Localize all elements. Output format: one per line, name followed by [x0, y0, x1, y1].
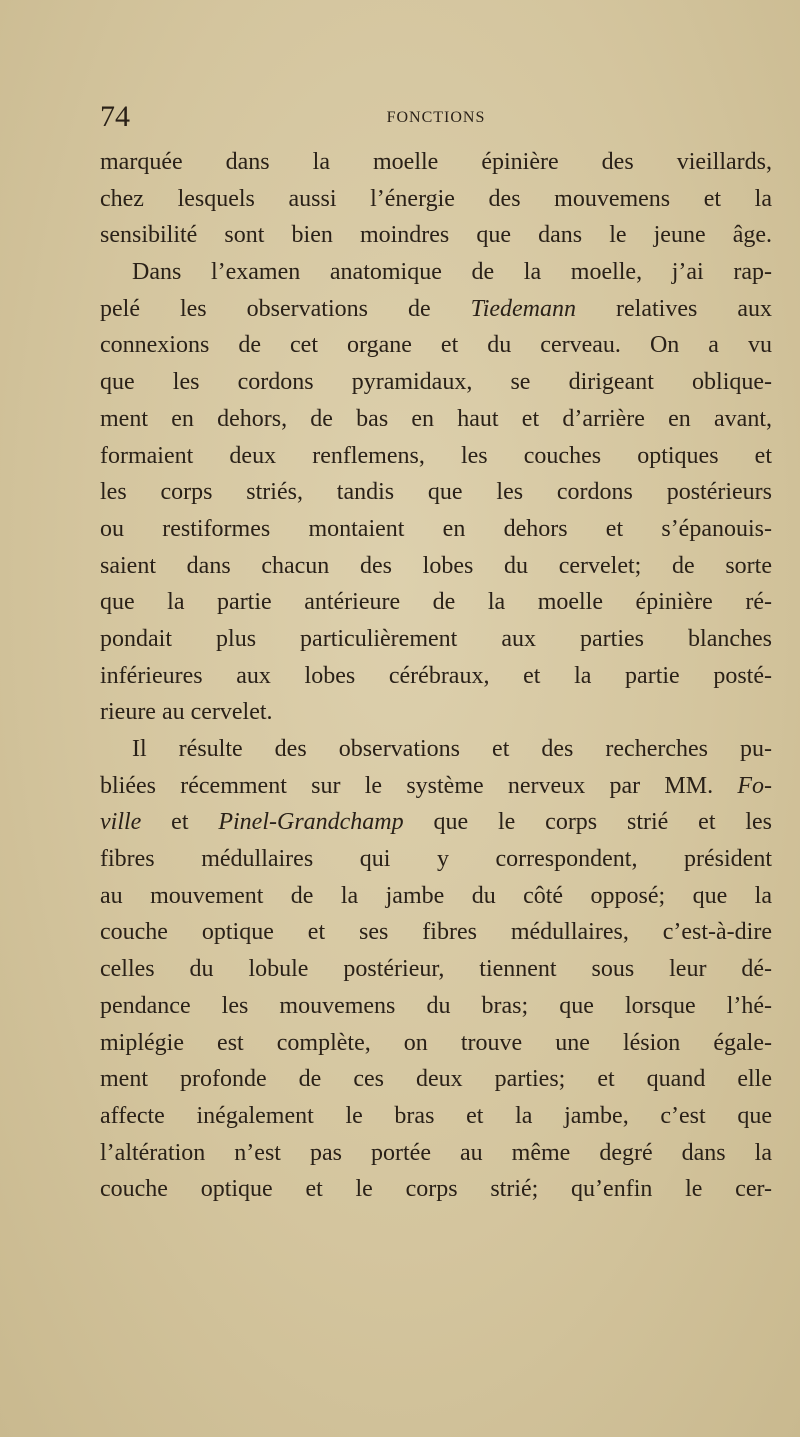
text-segment: ou restiformes montaient en dehors et s’épanouis- — [100, 515, 772, 542]
text-line — [100, 511, 772, 548]
text-segment: au mouvement de la jambe du côté opposé; que la — [100, 882, 772, 909]
page-number: 74 — [100, 100, 130, 133]
text-segment: chez lesquels aussi l’énergie des mouvemens et la — [100, 185, 772, 212]
text-segment: pelé les observations de — [100, 295, 471, 322]
page-header — [100, 100, 772, 136]
text-segment: pondait plus particulièrement aux parties blanches — [100, 625, 772, 652]
italic-text: Fo- — [737, 772, 772, 799]
text-line — [100, 181, 772, 218]
text-line — [100, 1025, 772, 1062]
text-line — [100, 291, 772, 328]
text-line — [100, 914, 772, 951]
text-segment: miplégie est complète, on trouve une lésion égale- — [100, 1029, 772, 1056]
running-title: FONCTIONS — [386, 109, 486, 126]
text-segment: sensibilité sont bien moindres que dans le jeune âge. — [100, 222, 772, 249]
text-segment: pendance les mouvemens du bras; que lorsque l’hé- — [100, 992, 772, 1019]
text-segment: ment en dehors, de bas en haut et d’arrière en avant, — [100, 405, 772, 432]
text-line — [100, 768, 772, 805]
text-segment: Il résulte des observations et des recherches pu- — [132, 736, 772, 762]
text-line — [100, 1171, 772, 1208]
text-line — [100, 401, 772, 438]
text-line — [100, 254, 772, 291]
text-line — [100, 1061, 772, 1098]
text-line — [100, 841, 772, 878]
text-line — [100, 951, 772, 988]
text-line — [100, 694, 772, 731]
text-line — [100, 217, 772, 254]
text-line — [100, 548, 772, 585]
body-text — [100, 144, 772, 1208]
text-segment: celles du lobule postérieur, tiennent sous leur dé- — [100, 956, 772, 983]
text-line — [100, 584, 772, 621]
text-segment: ment profonde de ces deux parties; et quand elle — [100, 1066, 772, 1093]
text-segment: rieure au cervelet. — [100, 699, 273, 726]
text-segment: bliées récemment sur le système nerveux par MM. — [100, 772, 738, 799]
text-segment: saient dans chacun des lobes du cervelet; de sorte — [100, 552, 772, 579]
text-segment: que les cordons pyramidaux, se dirigeant oblique- — [100, 369, 772, 396]
italic-text: ville — [100, 809, 142, 836]
text-line — [100, 731, 772, 768]
text-segment: marquée dans la moelle épinière des vieillards, — [100, 149, 772, 175]
text-segment: que le corps strié et les — [403, 809, 772, 836]
text-line — [100, 364, 772, 401]
text-line — [100, 144, 772, 181]
text-segment: fibres médullaires qui y correspondent, président — [100, 846, 772, 873]
text-line — [100, 988, 772, 1025]
text-segment: relatives aux — [576, 295, 772, 322]
text-segment: et — [141, 809, 219, 836]
text-line — [100, 1135, 772, 1172]
italic-text: Pinel-Grandchamp — [218, 809, 404, 836]
text-segment: couche optique et ses fibres médullaires, c’est-à-dire — [100, 919, 772, 946]
text-line — [100, 621, 772, 658]
text-segment: les corps striés, tandis que les cordons postérieurs — [100, 479, 772, 506]
text-line — [100, 327, 772, 364]
text-line — [100, 804, 772, 841]
text-segment: inférieures aux lobes cérébraux, et la partie posté- — [100, 662, 772, 689]
text-line — [100, 658, 772, 695]
italic-text: Tiedemann — [470, 295, 576, 322]
text-line — [100, 438, 772, 475]
text-segment: affecte inégalement le bras et la jambe, c’est que — [100, 1102, 772, 1129]
text-segment: couche optique et le corps strié; qu’enfin le cer- — [100, 1176, 772, 1203]
text-segment: connexions de cet organe et du cerveau. On a vu — [100, 332, 772, 359]
text-segment: formaient deux renflemens, les couches optiques et — [100, 442, 772, 469]
text-segment: Dans l’examen anatomique de la moelle, j’ai rap- — [132, 259, 772, 286]
text-line — [100, 1098, 772, 1135]
text-line — [100, 474, 772, 511]
text-segment: l’altération n’est pas portée au même degré dans la — [100, 1139, 772, 1166]
text-segment: que la partie antérieure de la moelle épinière ré- — [100, 589, 772, 616]
text-line — [100, 878, 772, 915]
